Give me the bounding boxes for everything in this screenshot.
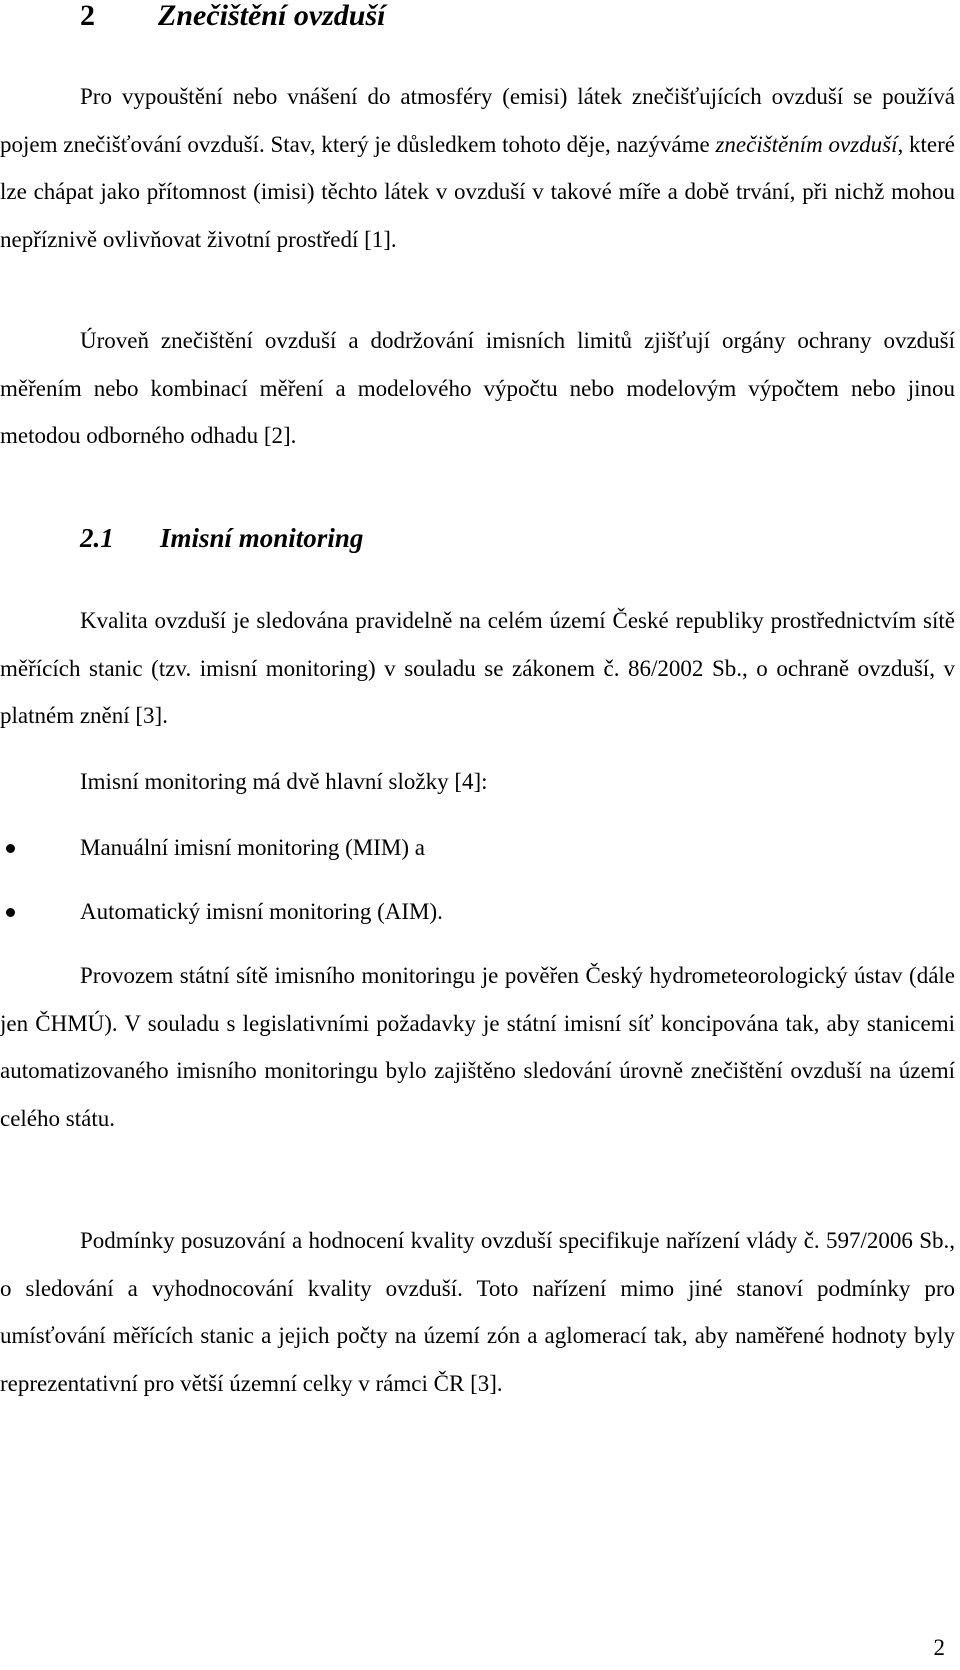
bullet-icon bbox=[6, 844, 15, 853]
paragraph-chmu bbox=[0, 952, 955, 1142]
paragraph-air-quality-text: Kvalita ovzduší je sledována pravidelně na celém území České republiky prostřednictvím sítě měřících stanic (tzv. imisní monitoring) v souladu se zákonem č. 86/2002 Sb., o ochraně ovzduší, v platném znění [3]. bbox=[0, 608, 955, 728]
section-title: Imisní monitoring bbox=[160, 523, 364, 553]
paragraph-regulation-text: Podmínky posuzování a hodnocení kvality ovzduší specifikuje nařízení vlády č. 597/2006 Sb., o sledování a vyhodnocování kvality ovzduší. Toto nařízení mimo jiné stanoví podmínky pro umísťování měřících stanic a jejich počty na území zón a aglomerací tak, aby naměřené hodnoty byly reprezentativní pro větší územní celky v rámci ČR [3]. bbox=[0, 1228, 955, 1396]
chapter-title: Znečištění ovzduší bbox=[158, 0, 386, 32]
page-number: 2 bbox=[933, 1635, 945, 1660]
section-number: 2.1 bbox=[80, 523, 114, 553]
paragraph-definition-italic-term: znečištěním ovzduší bbox=[715, 131, 898, 157]
paragraph-monitoring-authorities-text: Úroveň znečištění ovzduší a dodržování imisních limitů zjišťují orgány ochrany ovzduší měřením nebo kombinací měření a modelového výpočtu nebo modelovým výpočtem nebo jinou metodou odborného odhadu [2]. bbox=[0, 328, 955, 448]
paragraph-regulation bbox=[0, 1217, 955, 1407]
paragraph-monitoring-authorities bbox=[0, 317, 955, 460]
list-item-text: Manuální imisní monitoring (MIM) a bbox=[80, 835, 425, 860]
bullet-icon bbox=[6, 908, 15, 917]
paragraph-definition bbox=[0, 73, 955, 263]
paragraph-chmu-text: Provozem státní sítě imisního monitoringu je pověřen Český hydrometeorologický ústav (dále jen ČHMÚ). V souladu s legislativními požadavky je státní imisní síť koncipována tak, aby stanicemi automatizovaného imisního monitoringu bylo zajištěno sledování úrovně znečištění ovzduší na území celého státu. bbox=[0, 963, 955, 1131]
list-item bbox=[0, 832, 960, 864]
list-item-text: Automatický imisní monitoring (AIM). bbox=[80, 899, 443, 924]
paragraph-definition-text-2: , které lze chápat jako přítomnost (imisi) těchto látek v ovzduší v takové míře a době trvání, při nichž mohou nepříznivě ovlivňovat životní prostředí [1]. bbox=[0, 131, 955, 252]
chapter-number: 2 bbox=[80, 0, 95, 32]
paragraph-definition-text-1: Pro vypouštění nebo vnášení do atmosféry (emisi) látek znečišťujících ovzduší se používá pojem znečišťování ovzduší. Stav, který je důsledkem tohoto děje, nazýváme bbox=[0, 84, 955, 157]
paragraph-components-intro: Imisní monitoring má dvě hlavní složky [4]: bbox=[80, 769, 488, 794]
list-item bbox=[0, 896, 960, 928]
paragraph-air-quality bbox=[0, 597, 955, 740]
